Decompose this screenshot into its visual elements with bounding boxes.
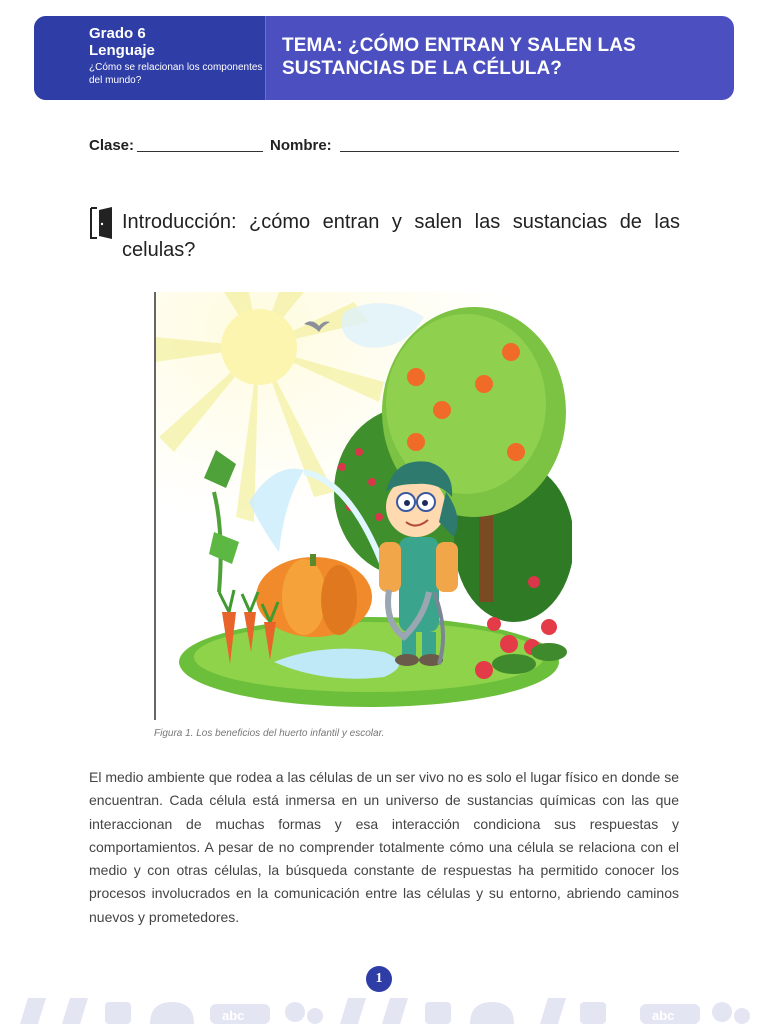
subject-label: Lenguaje xyxy=(89,42,155,59)
class-field[interactable] xyxy=(137,151,263,152)
guiding-question: ¿Cómo se relacionan los componentes del mundo? xyxy=(89,62,263,86)
header-topic xyxy=(265,16,734,100)
student-info-line xyxy=(89,136,679,156)
footer-pattern-abc-1: abc xyxy=(222,1008,245,1023)
topic-line-2: SUSTANCIAS DE LA CÉLULA? xyxy=(282,58,563,79)
name-label: Nombre: xyxy=(270,137,332,154)
figure-caption: Figura 1. Los beneficios del huerto infantil y escolar. xyxy=(154,728,385,739)
garden-illustration xyxy=(154,292,572,720)
footer-pattern-abc-2: abc xyxy=(652,1008,675,1023)
class-label: Clase: xyxy=(89,137,135,154)
door-icon xyxy=(88,206,114,240)
grade-label: Grado 6 xyxy=(89,25,146,42)
section-title: Introducción: ¿cómo entran y salen las sustancias de las celulas? xyxy=(122,211,680,261)
name-field[interactable] xyxy=(340,151,679,152)
footer-pattern xyxy=(0,994,768,1024)
header-course-info xyxy=(34,16,265,100)
page-number: 1 xyxy=(366,966,392,992)
intro-paragraph: El medio ambiente que rodea a las células de un ser vivo no es solo el lugar físico en donde se encuentran. Cada célula está inmersa en un universo de sustancias químicas con las que interaccionan de muchas formas y esa interacción condiciona sus respuestas y comportamientos. A pesar de no comprender totalmente cómo una célula se relaciona con el medio y con otras células, la búsqueda constante de respuestas ha permitido conocer los procesos involucrados en la comunicación entre las células y su entorno, abriendo caminos nuevos y prometedores. xyxy=(89,769,679,925)
page-header xyxy=(34,16,734,100)
topic-line-1: TEMA: ¿CÓMO ENTRAN Y SALEN LAS xyxy=(282,35,636,56)
